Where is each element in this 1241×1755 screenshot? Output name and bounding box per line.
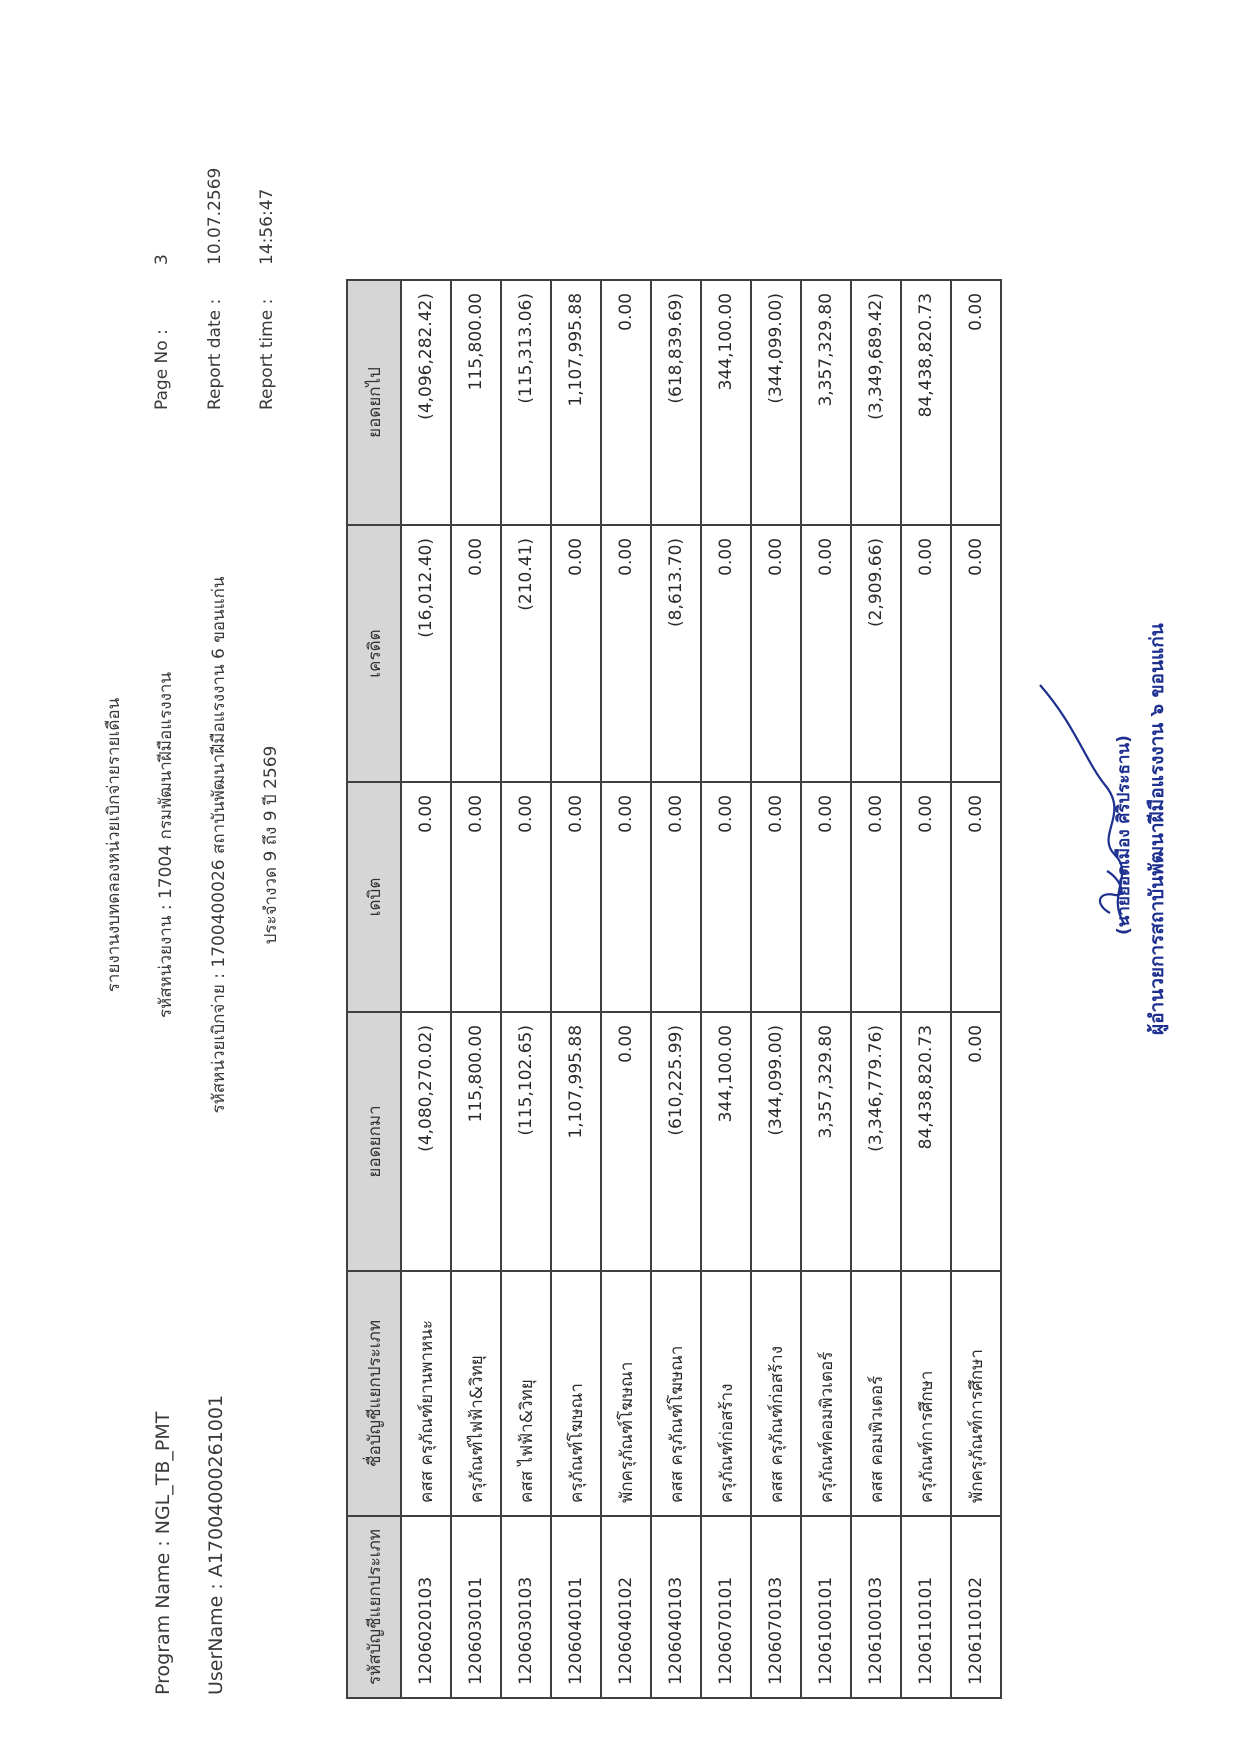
col-header-account-name: ชื่อบัญชีแยกประเภท [347, 1271, 401, 1516]
closing-balance-cell: (3,349,689.42) [851, 280, 901, 525]
credit-cell: 0.00 [751, 525, 801, 782]
credit-cell: 0.00 [601, 525, 651, 782]
account-name-cell: พักครุภัณฑ์การศึกษา [951, 1271, 1001, 1516]
page-no-label: Page No : [152, 329, 172, 410]
trial-balance-table [346, 279, 1002, 1699]
col-header-account-code: รหัสบัญชีแยกประเภท [347, 1516, 401, 1698]
credit-cell: (16,012.40) [401, 525, 451, 782]
debit-cell: 0.00 [751, 782, 801, 1012]
closing-balance-cell: 0.00 [951, 280, 1001, 525]
signatory-name: (นายยอดเมือง ศิริประธาน) [1114, 735, 1134, 935]
debit-cell: 0.00 [551, 782, 601, 1012]
account-code-cell: 1206110102 [951, 1516, 1001, 1698]
agency-line: รหัสหน่วยงาน : 17004 กรมพัฒนาฝีมือแรงงาน [156, 671, 176, 1019]
credit-cell: (2,909.66) [851, 525, 901, 782]
opening-balance-cell: 344,100.00 [701, 1012, 751, 1271]
debit-cell: 0.00 [951, 782, 1001, 1012]
account-name-cell: ครุภัณฑ์โฆษณา [551, 1271, 601, 1516]
table-row [951, 280, 1001, 1698]
col-header-opening-balance: ยอดยกมา [347, 1012, 401, 1271]
account-code-cell: 1206020103 [401, 1516, 451, 1698]
account-name-cell: ครุภัณฑ์ก่อสร้าง [701, 1271, 751, 1516]
opening-balance-cell: (344,099.00) [751, 1012, 801, 1271]
account-name-cell: คสส คอมพิวเตอร์ [851, 1271, 901, 1516]
debit-cell: 0.00 [801, 782, 851, 1012]
account-code-cell: 1206030101 [451, 1516, 501, 1698]
report-time-value: 14:56:47 [257, 188, 277, 265]
account-code-cell: 1206070103 [751, 1516, 801, 1698]
account-code-cell: 1206100103 [851, 1516, 901, 1698]
table-row [901, 280, 951, 1698]
credit-cell: 0.00 [701, 525, 751, 782]
table-row [851, 280, 901, 1698]
report-date-value: 10.07.2569 [205, 167, 225, 265]
account-code-cell: 1206040103 [651, 1516, 701, 1698]
account-code-cell: 1206040101 [551, 1516, 601, 1698]
program-name: Program Name : NGL_TB_PMT [152, 1411, 174, 1695]
account-name-cell: ครุภัณฑ์ไฟฟ้า&วิทยุ [451, 1271, 501, 1516]
account-code-cell: 1206070101 [701, 1516, 751, 1698]
account-code-cell: 1206110101 [901, 1516, 951, 1698]
account-name-cell: คสส ครุภัณฑ์โฆษณา [651, 1271, 701, 1516]
debit-cell: 0.00 [401, 782, 451, 1012]
opening-balance-cell: 3,357,329.80 [801, 1012, 851, 1271]
table-row [401, 280, 451, 1698]
debit-cell: 0.00 [451, 782, 501, 1012]
user-name: UserName : A17004000261001 [205, 1394, 227, 1695]
account-code-cell: 1206030103 [501, 1516, 551, 1698]
debit-cell: 0.00 [501, 782, 551, 1012]
closing-balance-cell: (4,096,282.42) [401, 280, 451, 525]
table-row [551, 280, 601, 1698]
closing-balance-cell: 344,100.00 [701, 280, 751, 525]
credit-cell: 0.00 [901, 525, 951, 782]
opening-balance-cell: 0.00 [951, 1012, 1001, 1271]
opening-balance-cell: (3,346,779.76) [851, 1012, 901, 1271]
account-name-cell: ครุภัณฑ์การศึกษา [901, 1271, 951, 1516]
opening-balance-cell: 84,438,820.73 [901, 1012, 951, 1271]
col-header-credit: เครดิต [347, 525, 401, 782]
account-name-cell: คสส ครุภัณฑ์ยานพาหนะ [401, 1271, 451, 1516]
credit-cell: 0.00 [801, 525, 851, 782]
closing-balance-cell: 84,438,820.73 [901, 280, 951, 525]
debit-cell: 0.00 [701, 782, 751, 1012]
closing-balance-cell: (344,099.00) [751, 280, 801, 525]
debit-cell: 0.00 [901, 782, 951, 1012]
report-title: รายงานงบทดลองหน่วยเบิกจ่ายรายเดือน [104, 697, 124, 993]
account-name-cell: พักครุภัณฑ์โฆษณา [601, 1271, 651, 1516]
credit-cell: 0.00 [551, 525, 601, 782]
closing-balance-cell: 0.00 [601, 280, 651, 525]
report-time-label: Report time : [257, 298, 277, 410]
table-row [601, 280, 651, 1698]
account-name-cell: ครุภัณฑ์คอมพิวเตอร์ [801, 1271, 851, 1516]
page-no-value: 3 [152, 254, 172, 265]
opening-balance-cell: 0.00 [601, 1012, 651, 1271]
opening-balance-cell: 115,800.00 [451, 1012, 501, 1271]
closing-balance-cell: 115,800.00 [451, 280, 501, 525]
table-row [501, 280, 551, 1698]
table-header-row [347, 280, 401, 1698]
table-row [651, 280, 701, 1698]
table-body [401, 280, 1001, 1698]
account-name-cell: คสส ครุภัณฑ์ก่อสร้าง [751, 1271, 801, 1516]
col-header-closing-balance: ยอดยกไป [347, 280, 401, 525]
report-date-label: Report date : [205, 298, 225, 410]
table-row [751, 280, 801, 1698]
opening-balance-cell: (610,225.99) [651, 1012, 701, 1271]
closing-balance-cell: (618,839.69) [651, 280, 701, 525]
credit-cell: 0.00 [451, 525, 501, 782]
closing-balance-cell: 1,107,995.88 [551, 280, 601, 525]
table-row [701, 280, 751, 1698]
opening-balance-cell: (115,102.65) [501, 1012, 551, 1271]
account-code-cell: 1206040102 [601, 1516, 651, 1698]
debit-cell: 0.00 [601, 782, 651, 1012]
table-row [801, 280, 851, 1698]
closing-balance-cell: 3,357,329.80 [801, 280, 851, 525]
disbursing-unit-line: รหัสหน่วยเบิกจ่าย : 1700400026 สถาบันพัฒนาฝีมือแรงงาน 6 ขอนแก่น [209, 576, 229, 1114]
debit-cell: 0.00 [851, 782, 901, 1012]
opening-balance-cell: 1,107,995.88 [551, 1012, 601, 1271]
closing-balance-cell: (115,313.06) [501, 280, 551, 525]
credit-cell: (8,613.70) [651, 525, 701, 782]
col-header-debit: เดบิต [347, 782, 401, 1012]
table-row [451, 280, 501, 1698]
signatory-title: ผู้อำนวยการสถาบันพัฒนาฝีมือแรงงาน ๖ ขอนแก่น [1146, 623, 1168, 1035]
credit-cell: (210.41) [501, 525, 551, 782]
opening-balance-cell: (4,080,270.02) [401, 1012, 451, 1271]
debit-cell: 0.00 [651, 782, 701, 1012]
account-name-cell: คสส ไฟฟ้า&วิทยุ [501, 1271, 551, 1516]
credit-cell: 0.00 [951, 525, 1001, 782]
account-code-cell: 1206100101 [801, 1516, 851, 1698]
period-line: ประจำงวด 9 ถึง 9 ปี 2569 [261, 745, 281, 945]
